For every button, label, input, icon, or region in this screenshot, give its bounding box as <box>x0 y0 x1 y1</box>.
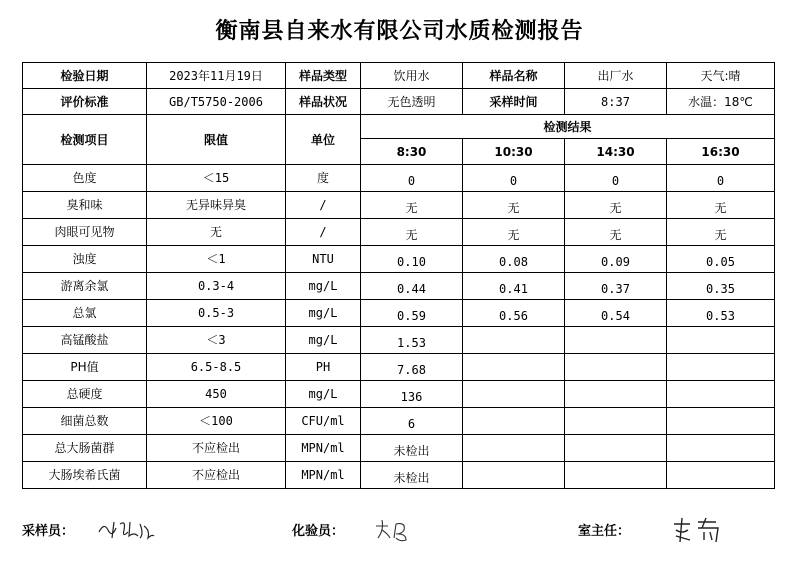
item-name: 高锰酸盐 <box>23 327 147 354</box>
limit-value: 6.5-8.5 <box>147 354 286 381</box>
result-cell <box>463 327 565 354</box>
header-time: 14:30 <box>565 139 667 165</box>
limit-value: ＜100 <box>147 408 286 435</box>
result-cell: 无 <box>463 219 565 246</box>
limit-value: 450 <box>147 381 286 408</box>
result-cell <box>463 354 565 381</box>
result-cell <box>565 435 667 462</box>
item-name: 细菌总数 <box>23 408 147 435</box>
report-title: 衡南县自来水有限公司水质检测报告 <box>215 19 584 44</box>
table-row <box>23 381 775 408</box>
table-row <box>23 435 775 462</box>
unit-value: / <box>286 219 361 246</box>
result-cell <box>463 435 565 462</box>
inspector-label: 化验员： <box>292 524 345 539</box>
table-row <box>23 462 775 489</box>
sample-type-value: 饮用水 <box>361 63 463 89</box>
result-cell: 0.35 <box>667 273 775 300</box>
unit-value: 度 <box>286 165 361 192</box>
standard-label: 评价标准 <box>23 89 147 115</box>
table-row <box>23 327 775 354</box>
header-time: 16:30 <box>667 139 775 165</box>
item-name: PH值 <box>23 354 147 381</box>
limit-value: 0.3-4 <box>147 273 286 300</box>
unit-value: CFU/ml <box>286 408 361 435</box>
supervisor-label: 室主任： <box>578 524 631 539</box>
sampler-label: 采样员： <box>22 524 75 539</box>
result-cell: 0.09 <box>565 246 667 273</box>
result-cell: 无 <box>565 219 667 246</box>
water-quality-table <box>22 62 775 489</box>
limit-value: 无 <box>147 219 286 246</box>
result-cell: 136 <box>361 381 463 408</box>
limit-value: 0.5-3 <box>147 300 286 327</box>
header-time: 8:30 <box>361 139 463 165</box>
meta-row-2 <box>23 89 775 115</box>
item-name: 肉眼可见物 <box>23 219 147 246</box>
water-temp-value: 水温：18℃ <box>667 89 775 115</box>
result-cell: 未检出 <box>361 462 463 489</box>
unit-value: MPN/ml <box>286 435 361 462</box>
sample-name-value: 出厂水 <box>565 63 667 89</box>
unit-value: mg/L <box>286 381 361 408</box>
header-results: 检测结果 <box>361 115 775 139</box>
result-cell: 0.56 <box>463 300 565 327</box>
result-cell: 0.59 <box>361 300 463 327</box>
sampling-time-label: 采样时间 <box>463 89 565 115</box>
header-item: 检测项目 <box>23 115 147 165</box>
result-cell <box>565 354 667 381</box>
sample-status-label: 样品状况 <box>286 89 361 115</box>
result-cell: 无 <box>463 192 565 219</box>
result-cell <box>667 354 775 381</box>
table-row <box>23 192 775 219</box>
result-cell: 未检出 <box>361 435 463 462</box>
table-row <box>23 273 775 300</box>
item-name: 大肠埃希氏菌 <box>23 462 147 489</box>
result-cell <box>667 381 775 408</box>
item-name: 总大肠菌群 <box>23 435 147 462</box>
limit-value: 不应检出 <box>147 462 286 489</box>
unit-value: mg/L <box>286 327 361 354</box>
result-cell: 0.08 <box>463 246 565 273</box>
item-name: 游离余氯 <box>23 273 147 300</box>
meta-row-1 <box>23 63 775 89</box>
table-row <box>23 219 775 246</box>
limit-value: ＜15 <box>147 165 286 192</box>
result-cell <box>667 408 775 435</box>
table-row <box>23 408 775 435</box>
unit-value: PH <box>286 354 361 381</box>
sample-type-label: 样品类型 <box>286 63 361 89</box>
table-row <box>23 300 775 327</box>
result-cell: 0 <box>565 165 667 192</box>
header-time: 10:30 <box>463 139 565 165</box>
date-label: 检验日期 <box>23 63 147 89</box>
item-name: 总氯 <box>23 300 147 327</box>
limit-value: ＜3 <box>147 327 286 354</box>
result-cell <box>667 327 775 354</box>
result-cell: 无 <box>667 219 775 246</box>
result-cell: 0.10 <box>361 246 463 273</box>
weather-value: 天气:晴 <box>667 63 775 89</box>
header-unit: 单位 <box>286 115 361 165</box>
result-cell: 6 <box>361 408 463 435</box>
result-cell: 0 <box>463 165 565 192</box>
result-cell <box>463 408 565 435</box>
unit-value: mg/L <box>286 273 361 300</box>
result-cell: 0 <box>361 165 463 192</box>
sampling-time-value: 8:37 <box>565 89 667 115</box>
result-cell <box>667 435 775 462</box>
unit-value: mg/L <box>286 300 361 327</box>
table-row <box>23 354 775 381</box>
result-cell: 1.53 <box>361 327 463 354</box>
result-cell <box>565 327 667 354</box>
header-limit: 限值 <box>147 115 286 165</box>
date-value: 2023年11月19日 <box>147 63 286 89</box>
result-cell: 0.53 <box>667 300 775 327</box>
limit-value: 无异味异臭 <box>147 192 286 219</box>
sample-status-value: 无色透明 <box>361 89 463 115</box>
unit-value: / <box>286 192 361 219</box>
result-cell: 无 <box>361 192 463 219</box>
result-cell <box>565 381 667 408</box>
limit-value: 不应检出 <box>147 435 286 462</box>
result-cell: 无 <box>667 192 775 219</box>
result-cell: 0.37 <box>565 273 667 300</box>
result-cell: 无 <box>361 219 463 246</box>
sample-name-label: 样品名称 <box>463 63 565 89</box>
table-row <box>23 246 775 273</box>
result-cell: 0.44 <box>361 273 463 300</box>
table-row <box>23 165 775 192</box>
supervisor-signature <box>668 514 724 546</box>
inspector-signature <box>372 516 422 544</box>
unit-value: NTU <box>286 246 361 273</box>
result-cell: 0 <box>667 165 775 192</box>
item-name: 臭和味 <box>23 192 147 219</box>
result-cell: 0.05 <box>667 246 775 273</box>
result-cell: 0.54 <box>565 300 667 327</box>
result-cell <box>463 462 565 489</box>
item-name: 总硬度 <box>23 381 147 408</box>
limit-value: ＜1 <box>147 246 286 273</box>
result-cell <box>565 462 667 489</box>
standard-value: GB/T5750-2006 <box>147 89 286 115</box>
sampler-signature <box>96 514 156 544</box>
unit-value: MPN/ml <box>286 462 361 489</box>
result-cell <box>463 381 565 408</box>
result-cell: 无 <box>565 192 667 219</box>
result-cell: 0.41 <box>463 273 565 300</box>
header-row-1 <box>23 115 775 139</box>
item-name: 色度 <box>23 165 147 192</box>
result-cell <box>667 462 775 489</box>
item-name: 浊度 <box>23 246 147 273</box>
result-cell <box>565 408 667 435</box>
result-cell: 7.68 <box>361 354 463 381</box>
